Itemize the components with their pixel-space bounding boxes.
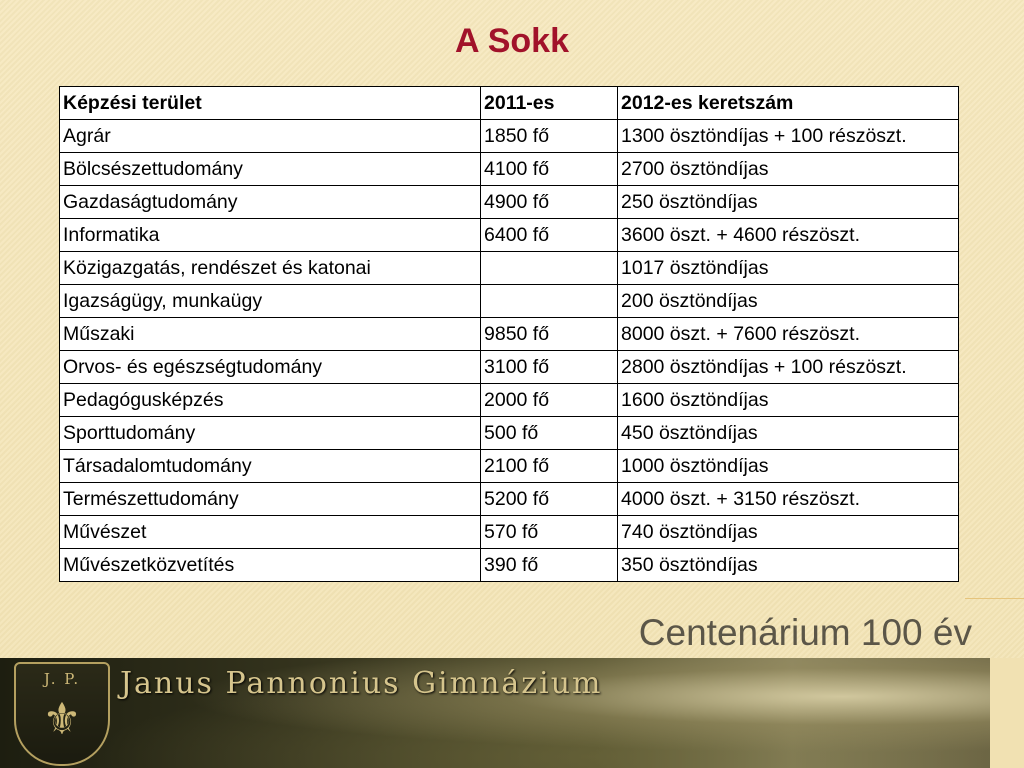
quota-2012-cell: 350 ösztöndíjas <box>618 549 959 582</box>
school-crest <box>14 662 110 766</box>
quota-2012-cell: 1300 ösztöndíjas + 100 részöszt. <box>618 120 959 153</box>
table-row <box>60 120 959 153</box>
year-2011-cell <box>481 252 618 285</box>
data-table <box>59 86 959 582</box>
field-cell: Sporttudomány <box>60 417 481 450</box>
year-2011-cell: 1850 fő <box>481 120 618 153</box>
table-row <box>60 417 959 450</box>
year-2011-cell: 6400 fő <box>481 219 618 252</box>
table-row <box>60 483 959 516</box>
field-cell: Művészet <box>60 516 481 549</box>
field-cell: Orvos- és egészségtudomány <box>60 351 481 384</box>
field-cell: Informatika <box>60 219 481 252</box>
year-2011-cell: 570 fő <box>481 516 618 549</box>
quota-2012-cell: 200 ösztöndíjas <box>618 285 959 318</box>
background-strip <box>990 658 1024 768</box>
year-2011-cell: 390 fő <box>481 549 618 582</box>
field-cell: Pedagógusképzés <box>60 384 481 417</box>
table-row <box>60 450 959 483</box>
fleur-de-lis-icon: ⚜ <box>42 695 82 744</box>
field-cell: Társadalomtudomány <box>60 450 481 483</box>
field-cell: Igazságügy, munkaügy <box>60 285 481 318</box>
quota-2012-cell: 3600 öszt. + 4600 részöszt. <box>618 219 959 252</box>
footer-caption: Centenárium 100 év <box>638 612 972 653</box>
year-2011-cell: 2100 fő <box>481 450 618 483</box>
field-cell: Természettudomány <box>60 483 481 516</box>
table-row <box>60 384 959 417</box>
quota-2012-cell: 740 ösztöndíjas <box>618 516 959 549</box>
table-row <box>60 219 959 252</box>
quota-2012-cell: 1600 ösztöndíjas <box>618 384 959 417</box>
year-2011-cell: 500 fő <box>481 417 618 450</box>
year-2011-cell: 5200 fő <box>481 483 618 516</box>
quota-2012-cell: 250 ösztöndíjas <box>618 186 959 219</box>
table-row <box>60 516 959 549</box>
quota-2012-cell: 8000 öszt. + 7600 részöszt. <box>618 318 959 351</box>
field-cell: Közigazgatás, rendészet és katonai <box>60 252 481 285</box>
table-row <box>60 351 959 384</box>
table-row <box>60 285 959 318</box>
table-body <box>60 120 959 582</box>
table-row <box>60 252 959 285</box>
year-2011-cell: 4100 fő <box>481 153 618 186</box>
header-cell: Képzési terület <box>60 87 481 120</box>
year-2011-cell: 9850 fő <box>481 318 618 351</box>
quota-2012-cell: 1017 ösztöndíjas <box>618 252 959 285</box>
crest-initials: J. P. <box>43 670 81 688</box>
school-banner <box>0 658 990 768</box>
field-cell: Műszaki <box>60 318 481 351</box>
table-row <box>60 549 959 582</box>
field-cell: Gazdaságtudomány <box>60 186 481 219</box>
quota-2012-cell: 1000 ösztöndíjas <box>618 450 959 483</box>
field-cell: Művészetközvetítés <box>60 549 481 582</box>
year-2011-cell: 3100 fő <box>481 351 618 384</box>
year-2011-cell: 4900 fő <box>481 186 618 219</box>
quota-2012-cell: 2800 ösztöndíjas + 100 részöszt. <box>618 351 959 384</box>
table-header-row <box>60 87 959 120</box>
slide-title: A Sokk <box>454 22 569 60</box>
year-2011-cell: 2000 fő <box>481 384 618 417</box>
quota-2012-cell: 2700 ösztöndíjas <box>618 153 959 186</box>
header-cell: 2012-es keretszám <box>618 87 959 120</box>
footer-divider <box>965 598 1024 599</box>
table-row <box>60 153 959 186</box>
header-cell: 2011-es <box>481 87 618 120</box>
field-cell: Agrár <box>60 120 481 153</box>
table-row <box>60 318 959 351</box>
quota-2012-cell: 450 ösztöndíjas <box>618 417 959 450</box>
quota-2012-cell: 4000 öszt. + 3150 részöszt. <box>618 483 959 516</box>
year-2011-cell <box>481 285 618 318</box>
table-row <box>60 186 959 219</box>
field-cell: Bölcsészettudomány <box>60 153 481 186</box>
school-name: Janus Pannonius Gimnázium <box>120 666 603 701</box>
